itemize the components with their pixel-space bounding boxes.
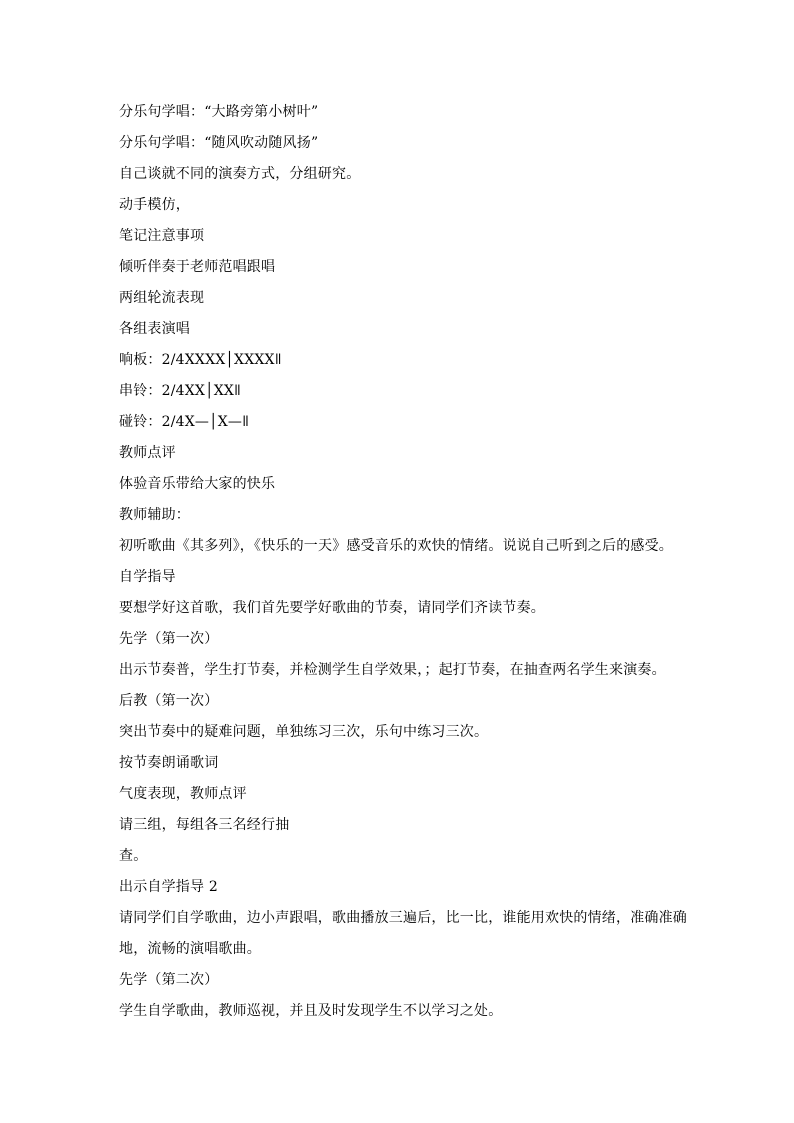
text-line: 响板：2/4XXXX│XXXXǁ: [119, 352, 282, 368]
text-line: 自己谈就不同的演奏方式，分组研究。: [119, 166, 361, 182]
text-line: 按节奏朗诵歌词: [119, 755, 219, 771]
text-line: 初听歌曲《其多列》，《快乐的一天》感受音乐的欢快的情绪。说说自己听到之后的感受。: [119, 538, 673, 554]
text-line: 笔记注意事项: [119, 228, 205, 244]
text-line: 请同学们自学歌曲，边小声跟唱，歌曲播放三遍后，比一比，谁能用欢快的情绪，准确准确: [119, 910, 687, 926]
text-line: 先学（第一次）: [119, 631, 219, 647]
text-line: 查。: [119, 848, 148, 864]
text-line: 各组表演唱: [119, 321, 190, 337]
text-line: 先学（第二次）: [119, 972, 219, 988]
text-line: 倾听伴奏于老师范唱跟唱: [119, 259, 276, 275]
text-line: 两组轮流表现: [119, 290, 205, 306]
document-body: [119, 97, 689, 1027]
text-line: 分乐句学唱：“随风吹动随风扬”: [119, 135, 319, 151]
text-line: 碰铃：2/4X—│X—ǁ: [119, 414, 250, 430]
text-line: 请三组，每组各三名经行抽: [119, 817, 290, 833]
text-line: 教师点评: [119, 445, 176, 461]
text-line: 要想学好这首歌，我们首先要学好歌曲的节奏，请同学们齐读节奏。: [119, 600, 545, 616]
text-line: 地，流畅的演唱歌曲。: [119, 941, 261, 957]
text-line: 体验音乐带给大家的快乐: [119, 476, 276, 492]
text-line: 教师辅助：: [119, 507, 190, 523]
text-line: 分乐句学唱：“大路旁第小树叶”: [119, 104, 319, 120]
text-line: 动手模仿，: [119, 197, 190, 213]
text-line: 串铃：2/4XX│XXǁ: [119, 383, 242, 399]
text-line: 自学指导: [119, 569, 176, 585]
text-line: 出示节奏普，学生打节奏，并检测学生自学效果，；起打节奏，在抽查两名学生来演奏。: [119, 662, 666, 678]
text-line: 后教（第一次）: [119, 693, 219, 709]
text-line: 学生自学歌曲，教师巡视，并且及时发现学生不以学习之处。: [119, 1003, 503, 1019]
text-line: 出示自学指导 2: [119, 879, 218, 895]
text-line: 突出节奏中的疑难问题，单独练习三次，乐句中练习三次。: [119, 724, 489, 740]
text-line: 气度表现，教师点评: [119, 786, 247, 802]
